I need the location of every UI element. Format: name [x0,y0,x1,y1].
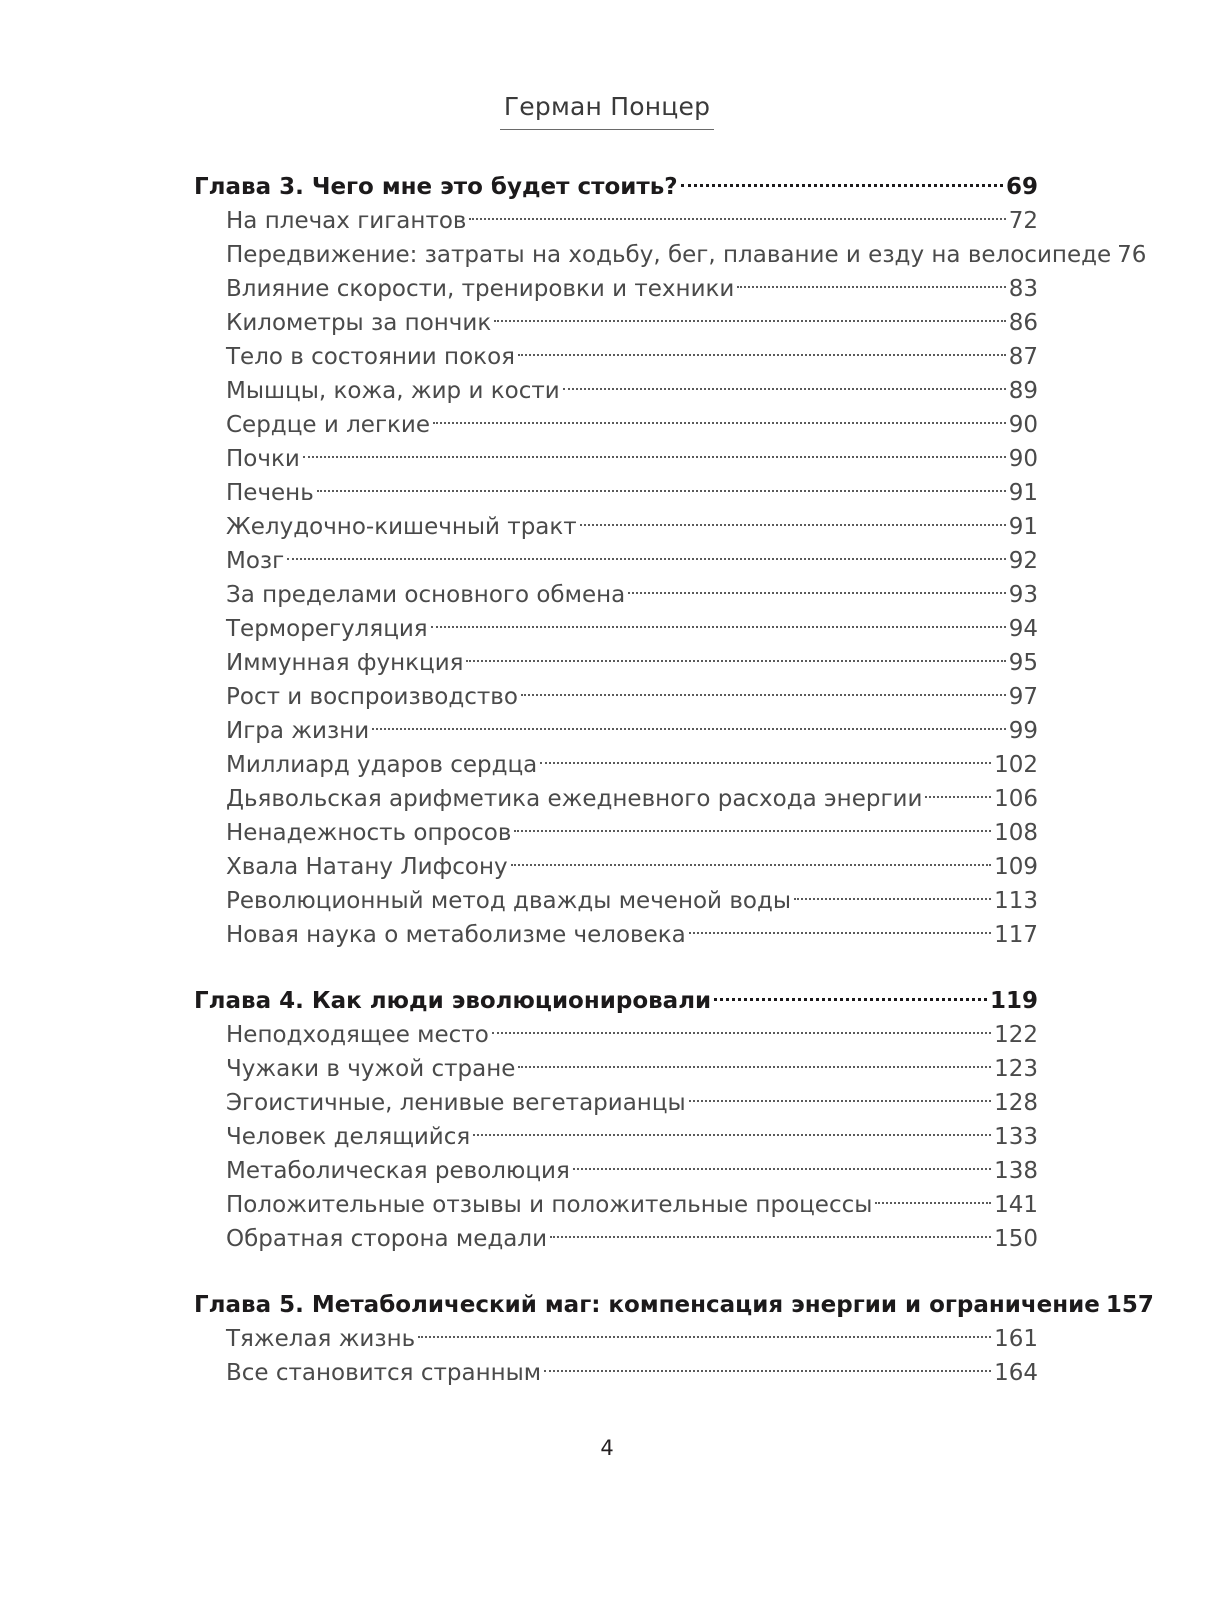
section-title: Новая наука о метаболизме человека [226,922,686,948]
section-title: Терморегуляция [226,616,428,642]
section-title: Почки [226,446,300,472]
section-entry [194,1086,1038,1120]
section-title: Все становится странным [226,1360,542,1386]
page-ref: 99 [1008,718,1038,744]
chapter-title: Глава 5. Метаболический маг: компенсация энергии и ограничение [194,1292,1100,1318]
page-ref: 94 [1008,616,1038,642]
page-ref: 90 [1008,412,1038,438]
chapter-block [194,984,1038,1256]
section-entry [194,544,1038,578]
page-ref: 69 [1005,174,1038,200]
section-title: Сердце и легкие [226,412,431,438]
page-ref: 122 [994,1022,1038,1048]
section-entry [194,1154,1038,1188]
section-entry [194,850,1038,884]
section-entry [194,1222,1038,1256]
section-entry [194,646,1038,680]
section-title: Миллиард ударов сердца [226,752,538,778]
section-entry [194,374,1038,408]
dot-leader [433,422,1006,424]
dot-leader [875,1202,991,1204]
page-ref: 93 [1008,582,1038,608]
section-title: Печень [226,480,314,506]
table-of-contents [194,170,1154,1422]
page-ref: 90 [1008,446,1038,472]
page-ref: 108 [994,820,1038,846]
section-title: Тело в состоянии покоя [226,344,515,370]
dot-leader [473,1134,991,1136]
chapter-title: Глава 3. Чего мне это будет стоить? [194,174,678,200]
section-title: Рост и воспроизводство [226,684,518,710]
section-entry [194,204,1038,238]
section-title: Человек делящийся [226,1124,471,1150]
section-title: Игра жизни [226,718,370,744]
section-entry [194,408,1038,442]
page-ref: 150 [994,1226,1038,1252]
section-title: Влияние скорости, тренировки и техники [226,276,735,302]
section-entry [194,1018,1038,1052]
section-title: Дьявольская арифметика ежедневного расхода энергии [226,786,923,812]
section-entry [194,748,1038,782]
dot-leader [689,1100,991,1102]
dot-leader [514,830,991,832]
chapter-entry [194,984,1038,1018]
dot-leader [303,456,1006,458]
dot-leader [714,998,987,1001]
section-title: Передвижение: затраты на ходьбу, бег, плавание и езду на велосипеде [226,242,1112,268]
section-entry [194,918,1038,952]
dot-leader [794,898,991,900]
page-ref: 95 [1008,650,1038,676]
section-title: Ненадежность опросов [226,820,512,846]
section-title: Мозг [226,548,285,574]
dot-leader [287,558,1005,560]
chapter-block [194,1288,1154,1390]
section-title: Желудочно-кишечный тракт [226,514,577,540]
dot-leader [544,1370,991,1372]
dot-leader [492,1032,991,1034]
page-number: 4 [600,1436,614,1460]
section-title: Революционный метод дважды меченой воды [226,888,792,914]
dot-leader [418,1336,991,1338]
author-name: Герман Понцер [500,92,714,130]
chapter-block [194,170,1147,952]
dot-leader [466,660,1005,662]
section-entry [194,340,1038,374]
section-title: Тяжелая жизнь [226,1326,416,1352]
page-ref: 123 [994,1056,1038,1082]
dot-leader [689,932,991,934]
dot-leader [372,728,1006,730]
section-entry [194,680,1038,714]
section-title: Положительные отзывы и положительные процессы [226,1192,873,1218]
section-title: Метаболическая революция [226,1158,570,1184]
chapter-title: Глава 4. Как люди эволюционировали [194,988,712,1014]
section-entry [194,782,1038,816]
page-ref: 106 [994,786,1038,812]
dot-leader [518,354,1006,356]
section-entry [194,714,1038,748]
dot-leader [681,184,1003,187]
section-entry [194,816,1038,850]
section-entry [194,1052,1038,1086]
dot-leader [469,218,1005,220]
page-ref: 83 [1008,276,1038,302]
dot-leader [628,592,1005,594]
dot-leader [550,1236,991,1238]
section-title: За пределами основного обмена [226,582,626,608]
dot-leader [925,796,991,798]
dot-leader [563,388,1006,390]
page-ref: 113 [994,888,1038,914]
section-entry [194,612,1038,646]
page-ref: 92 [1008,548,1038,574]
page-ref: 128 [994,1090,1038,1116]
dot-leader [580,524,1006,526]
section-entry [194,1120,1038,1154]
page-ref: 91 [1008,480,1038,506]
section-entry [194,238,1147,272]
section-entry [194,272,1038,306]
section-entry [194,442,1038,476]
dot-leader [317,490,1006,492]
section-entry [194,1356,1038,1390]
page-ref: 102 [994,752,1038,778]
section-title: Чужаки в чужой стране [226,1056,516,1082]
section-title: Хвала Натану Лифсону [226,854,508,880]
page-ref: 87 [1008,344,1038,370]
page-ref: 133 [994,1124,1038,1150]
section-entry [194,476,1038,510]
section-title: На плечах гигантов [226,208,467,234]
section-entry [194,510,1038,544]
dot-leader [573,1168,991,1170]
page-ref: 91 [1008,514,1038,540]
chapter-entry [194,170,1038,204]
page-ref: 89 [1008,378,1038,404]
page-ref: 86 [1008,310,1038,336]
dot-leader [494,320,1005,322]
dot-leader [540,762,991,764]
running-header [0,92,1214,130]
dot-leader [431,626,1006,628]
page-ref: 119 [989,988,1038,1014]
page-ref: 72 [1008,208,1038,234]
section-title: Эгоистичные, ленивые вегетарианцы [226,1090,686,1116]
dot-leader [518,1066,991,1068]
dot-leader [511,864,991,866]
section-entry [194,578,1038,612]
section-title: Обратная сторона медали [226,1226,548,1252]
section-title: Иммунная функция [226,650,464,676]
page-ref: 141 [994,1192,1038,1218]
section-entry [194,1322,1038,1356]
page-ref: 76 [1117,242,1147,268]
dot-leader [521,694,1006,696]
section-entry [194,306,1038,340]
page-ref: 109 [994,854,1038,880]
section-title: Километры за пончик [226,310,492,336]
page-ref: 138 [994,1158,1038,1184]
section-entry [194,1188,1038,1222]
section-title: Неподходящее место [226,1022,489,1048]
page-ref: 157 [1105,1292,1154,1318]
page-ref: 97 [1008,684,1038,710]
section-entry [194,884,1038,918]
page-ref: 164 [994,1360,1038,1386]
page-ref: 161 [994,1326,1038,1352]
section-title: Мышцы, кожа, жир и кости [226,378,560,404]
chapter-entry [194,1288,1154,1322]
page-ref: 117 [994,922,1038,948]
dot-leader [737,286,1005,288]
